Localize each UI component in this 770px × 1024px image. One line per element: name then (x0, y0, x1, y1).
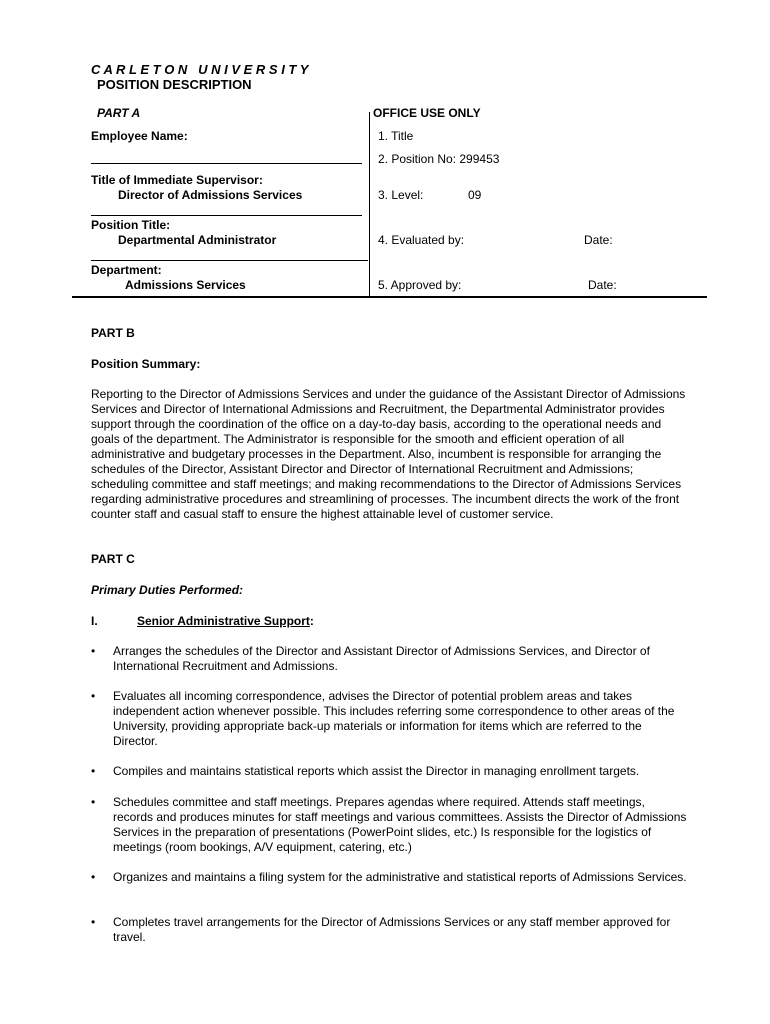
position-summary-text: Reporting to the Director of Admissions Services and under the guidance of the Assistant Director of Admissions Services and Director of International Admissions and Recruitment, the Departmental Administrator provides support through the coordination of the office on a day-to-day basis, according to the operational needs and goals of the department. The Administrator is responsible for the smooth and efficient operation of all administrative and budgetary processes in the Department. Also, incumbent is responsible for arranging the schedules of the Director, Assistant Director and Director of International Recruitment and Admissions; scheduling committee and staff meetings; and making recommendations to the Director of Admissions Services regarding administrative procedures and streamlining of processes. The incumbent directs the work of the front counter staff and casual staff to ensure the highest attainable level of customer service. (91, 387, 686, 521)
duty-text: Schedules committee and staff meetings. Prepares agendas where required. Attends staff meetings, records and produces minutes for staff meetings and various committees. Assists the Director of Admissions Services in the preparation of presentations (PowerPoint slides, etc.) Is responsible for the logistics of meetings (room bookings, A/V equipment, catering, etc.) (113, 795, 687, 854)
university-name: C A R L E T O N U N I V E R S I T Y (91, 62, 309, 77)
duty-text: Compiles and maintains statistical reports which assist the Director in managing enrollment targets. (113, 764, 640, 778)
duty-text: Organizes and maintains a filing system for the administrative and statistical reports of Admissions Services. (113, 870, 687, 884)
position-title-line (91, 260, 368, 261)
duty-text: Completes travel arrangements for the Director of Admissions Services or any staff member approved for travel. (113, 915, 671, 944)
office-evaluated-by: 4. Evaluated by: (378, 233, 465, 247)
section-title-colon: : (309, 614, 314, 628)
bullet-icon: • (91, 915, 96, 929)
position-summary-label: Position Summary: (91, 357, 201, 371)
office-use-heading: OFFICE USE ONLY (373, 106, 481, 120)
supervisor-line (91, 215, 362, 216)
department-value: Admissions Services (125, 278, 246, 292)
section-number: I. (91, 614, 98, 628)
office-approved-date: Date: (588, 278, 617, 292)
office-approved-by: 5. Approved by: (378, 278, 462, 292)
section-title-text: Senior Administrative Support (137, 614, 310, 628)
position-title-label: Position Title: (91, 218, 171, 232)
employee-name-line (91, 163, 362, 164)
bullet-icon: • (91, 870, 96, 884)
supervisor-value: Director of Admissions Services (118, 188, 303, 202)
office-level-value: 09 (468, 188, 482, 202)
document-title: POSITION DESCRIPTION (97, 77, 252, 92)
bullet-icon: • (91, 795, 96, 809)
bullet-icon: • (91, 644, 96, 658)
duty-text: Evaluates all incoming correspondence, advises the Director of potential problem areas and takes independent action whenever possible. This includes referring some correspondence to other areas of the University, providing appropriate back-up materials or information for items which are referred to the Director. (113, 689, 675, 748)
office-position-no: 2. Position No: 299453 (378, 152, 500, 166)
office-title: 1. Title (378, 129, 414, 143)
employee-name-label: Employee Name: (91, 129, 188, 143)
duty-text: Arranges the schedules of the Director and Assistant Director of Admissions Services, and Director of International Recruitment and Admissions. (113, 644, 650, 673)
office-level-label: 3. Level: (378, 188, 424, 202)
office-evaluated-date: Date: (584, 233, 613, 247)
part-b-heading: PART B (91, 326, 135, 340)
column-divider (369, 112, 370, 297)
part-a-heading: PART A (97, 106, 141, 120)
section-title (137, 614, 314, 629)
part-c-heading: PART C (91, 552, 135, 566)
header-rule (72, 296, 707, 298)
position-title-value: Departmental Administrator (118, 233, 277, 247)
supervisor-label: Title of Immediate Supervisor: (91, 173, 263, 187)
bullet-icon: • (91, 689, 96, 703)
bullet-icon: • (91, 764, 96, 778)
department-label: Department: (91, 263, 162, 277)
primary-duties-label: Primary Duties Performed: (91, 583, 244, 597)
